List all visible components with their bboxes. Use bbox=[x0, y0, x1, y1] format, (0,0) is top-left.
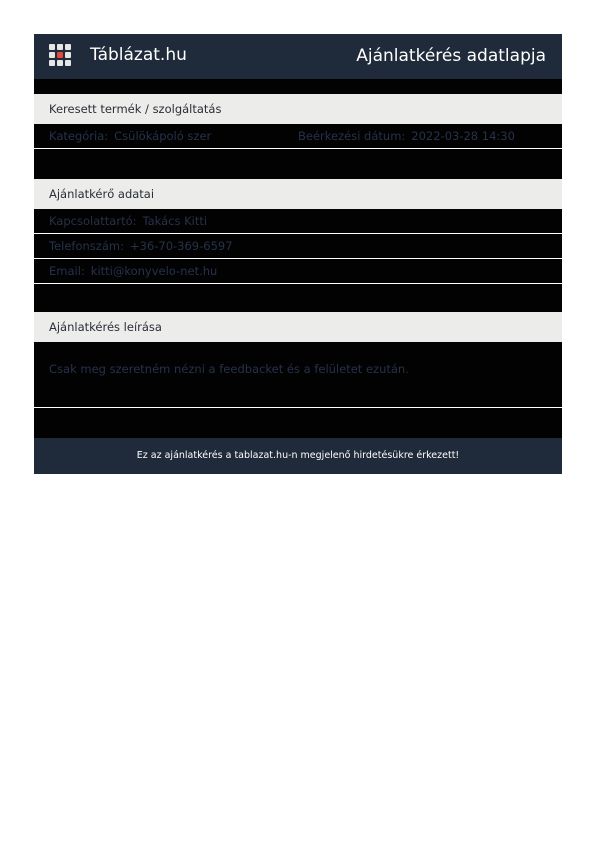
header-bar bbox=[34, 34, 562, 79]
spacer bbox=[34, 149, 562, 179]
email-label: Email: bbox=[49, 264, 85, 278]
contact-value: Takács Kitti bbox=[142, 214, 208, 228]
contact-label: Kapcsolattartó: bbox=[49, 214, 137, 228]
section-heading-requester: Ajánlatkérő adatai bbox=[34, 179, 562, 209]
phone-label: Telefonszám: bbox=[49, 239, 124, 253]
document-title: Ajánlatkérés adatlapja bbox=[356, 46, 546, 66]
grid-logo-icon bbox=[49, 44, 71, 66]
document-sheet bbox=[34, 34, 562, 474]
product-row bbox=[34, 124, 562, 149]
section-heading-product: Keresett termék / szolgáltatás bbox=[34, 94, 562, 124]
spacer bbox=[34, 284, 562, 312]
spacer bbox=[34, 79, 562, 94]
date-label: Beérkezési dátum: bbox=[298, 129, 406, 143]
phone-row bbox=[34, 234, 562, 259]
brand-name: Táblázat.hu bbox=[90, 45, 187, 65]
description-text: Csak meg szeretném nézni a feedbacket és a felületet ezután. bbox=[34, 342, 562, 408]
contact-row bbox=[34, 209, 562, 234]
footer-note: Ez az ajánlatkérés a tablazat.hu-n megjelenő hirdetésükre érkezett! bbox=[34, 438, 562, 474]
date-value: 2022-03-28 14:30 bbox=[411, 129, 515, 143]
category-value: Csülökápoló szer bbox=[114, 129, 212, 143]
category-label: Kategória: bbox=[49, 129, 109, 143]
spacer bbox=[34, 408, 562, 438]
date-field bbox=[298, 124, 515, 149]
email-value[interactable]: kitti@konyvelo-net.hu bbox=[90, 264, 218, 278]
section-heading-description: Ajánlatkérés leírása bbox=[34, 312, 562, 342]
phone-value: +36-70-369-6597 bbox=[129, 239, 233, 253]
email-row bbox=[34, 259, 562, 284]
